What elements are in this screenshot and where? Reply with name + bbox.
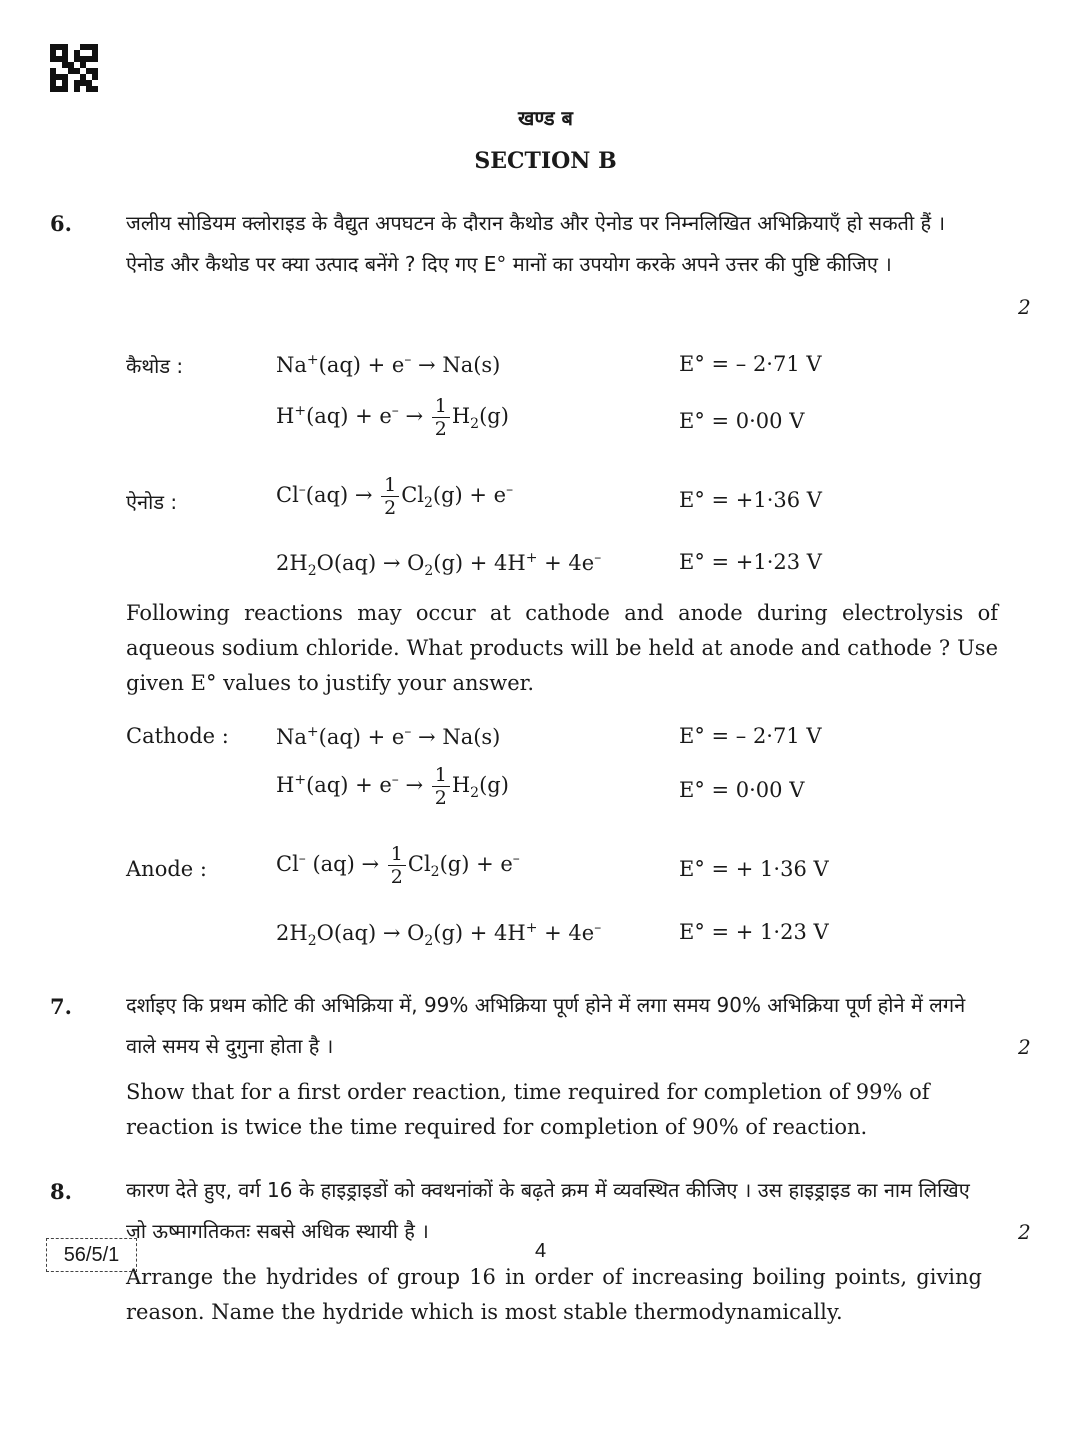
reaction-equation: Cl– (aq) → $\frac{1}{2}$ $Cl_2(g) + e^-$	[276, 843, 520, 888]
section-heading-hindi: खण्ड ब	[518, 106, 573, 130]
electrode-potential: E° = + 1·23 V	[679, 920, 829, 944]
reaction-equation: $2H_2O(aq) \to O_2(g) + 4H^+ + 4e^-$	[276, 920, 602, 950]
electrode-potential: E° = – 2·71 V	[679, 724, 822, 748]
marks: 2	[1018, 295, 1031, 319]
paper-code: 56/5/1	[46, 1238, 137, 1272]
reaction-equation: H+(aq) + e– → $\frac{1}{2}$ $H_2(g)$	[276, 764, 509, 809]
reaction-equation: Na+(aq) + e– → Na(s)	[276, 724, 501, 749]
electrode-potential: E° = +1·36 V	[679, 488, 822, 512]
question-number: 8.	[50, 1179, 72, 1204]
electrode-potential: E° = 0·00 V	[679, 409, 805, 433]
question-number: 6.	[50, 211, 72, 236]
anode-label-hindi: ऐनोड :	[126, 490, 178, 514]
anode-label: Anode :	[126, 857, 207, 881]
page-number: 4	[535, 1240, 547, 1262]
electrode-potential: E° = – 2·71 V	[679, 352, 822, 376]
reaction-equation: H+(aq) + e– → $\frac{1}{2}$ $H_2(g)$	[276, 395, 509, 440]
cathode-label-hindi: कैथोड :	[126, 354, 184, 378]
reaction-equation: $2H_2O(aq) \to O_2(g) + 4H^+ + 4e^-$	[276, 550, 602, 580]
reaction-equation: Na+(aq) + e– → Na(s)	[276, 352, 501, 377]
qr-code	[50, 44, 98, 90]
question-number: 7.	[50, 994, 72, 1019]
marks: 2	[1018, 1220, 1031, 1244]
question-text-english: Following reactions may occur at cathode and anode during electrolysis of aqueous sodium chloride. What products will be held at anode and cathode ? Use given E° values to justify your answer.	[126, 601, 998, 695]
question-text-hindi: कारण देते हुए, वर्ग 16 के हाइड्राइडों को क्वथनांकों के बढ़ते क्रम में व्यवस्थित कीजिए । उस हाइड्राइड का नाम लिखिए जो ऊष्मागतिकतः सबसे अधिक स्थायी है ।	[126, 1178, 970, 1243]
electrode-potential: E° = +1·23 V	[679, 550, 822, 574]
question-text-hindi: जलीय सोडियम क्लोराइड के वैद्युत अपघटन के दौरान कैथोड और ऐनोड पर निम्नलिखित अभिक्रियाएँ हो सकती हैं । ऐनोड और कैथोड पर क्या उत्पाद बनेंगे ? दिए गए E° मानों का उपयोग करके अपने उत्तर की पुष्टि कीजिए ।	[126, 211, 946, 276]
electrode-potential: E° = + 1·36 V	[679, 857, 829, 881]
question-text-hindi: दर्शाइए कि प्रथम कोटि की अभिक्रिया में, 99% अभिक्रिया पूर्ण होने में लगा समय 90% अभिक्रिया पूर्ण होने में लगने वाले समय से दुगुना होता है ।	[126, 993, 966, 1058]
question-text-english: Show that for a first order reaction, time required for completion of 99% of reaction is twice the time required for completion of 90% of reaction.	[126, 1080, 930, 1139]
marks: 2	[1018, 1035, 1031, 1059]
section-heading-english: SECTION B	[474, 148, 617, 174]
reaction-equation: Cl–(aq) → $\frac{1}{2}$ $Cl_2(g) + e^-$	[276, 474, 514, 519]
cathode-label: Cathode :	[126, 724, 229, 748]
electrode-potential: E° = 0·00 V	[679, 778, 805, 802]
question-text-english: Arrange the hydrides of group 16 in order of increasing boiling points, giving reason. Name the hydride which is most stable thermodynamically.	[126, 1265, 982, 1324]
